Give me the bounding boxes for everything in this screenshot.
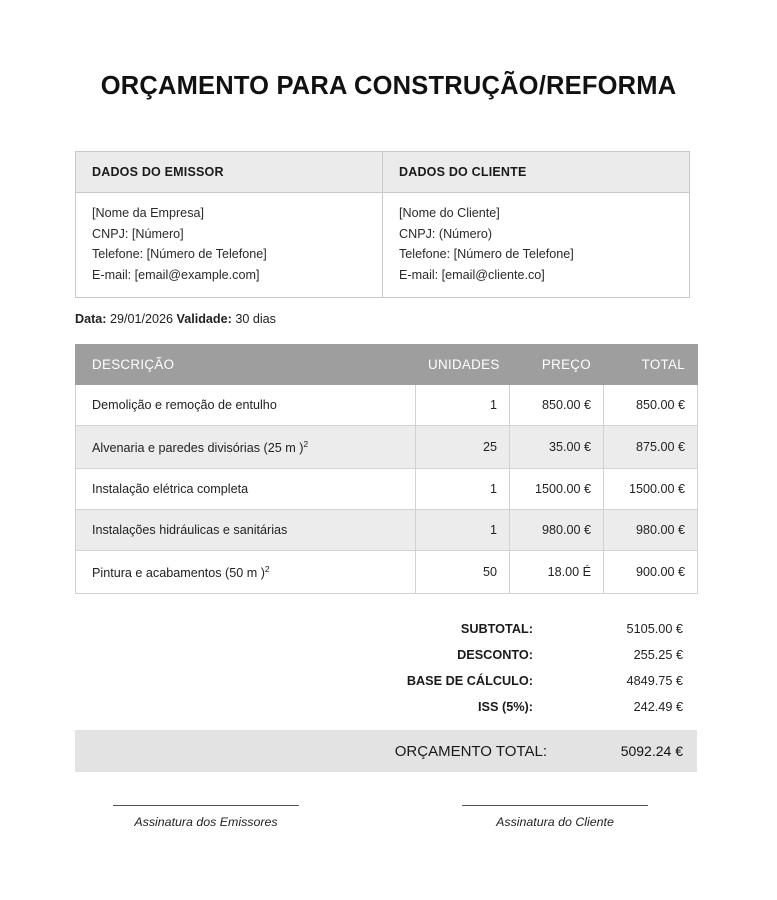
client-cnpj: CNPJ: (Número)	[399, 226, 493, 241]
validity-value: 30 dias	[235, 312, 276, 326]
issuer-details	[76, 193, 383, 298]
issuer-email: E-mail: [email@example.com]	[92, 267, 260, 282]
client-email: E-mail: [email@cliente.co]	[399, 267, 545, 282]
discount-label: DESCONTO:	[457, 648, 533, 663]
column-header-total: TOTAL	[604, 345, 698, 385]
item-total: 980.00 €	[604, 510, 698, 551]
subtotal-label: SUBTOTAL:	[460, 622, 533, 637]
date-value: 29/01/2026	[110, 312, 174, 326]
item-price: 35.00 €	[510, 426, 604, 469]
column-header-price: PREÇO	[510, 345, 604, 385]
signature-client	[430, 805, 680, 829]
date-validity-line	[75, 312, 702, 326]
signature-line	[462, 805, 648, 806]
issuer-cnpj: CNPJ: [Número]	[92, 226, 184, 241]
table-row	[76, 510, 698, 551]
item-description: Demolição e remoção de entulho	[76, 385, 416, 426]
signature-issuer-caption: Assinatura dos Emissores	[134, 815, 278, 829]
item-price: 1500.00 €	[510, 469, 604, 510]
item-description-exponent: 2	[303, 439, 309, 449]
validity-label: Validade:	[176, 312, 232, 326]
issuer-name: [Nome da Empresa]	[92, 206, 204, 220]
discount-value: 255.25 €	[633, 648, 683, 663]
items-table	[75, 344, 698, 594]
client-details	[383, 193, 690, 298]
item-total: 850.00 €	[604, 385, 698, 426]
totals-row-subtotal	[75, 616, 697, 642]
item-description-text: Pintura e acabamentos (50 m )	[92, 566, 265, 581]
page-title: ORÇAMENTO PARA CONSTRUÇÃO/REFORMA	[100, 72, 677, 100]
table-row	[76, 469, 698, 510]
table-row	[76, 385, 698, 426]
signature-line	[113, 805, 299, 806]
item-units: 1	[416, 510, 510, 551]
table-row	[76, 551, 698, 594]
signature-client-caption: Assinatura do Cliente	[496, 815, 614, 829]
totals-table	[75, 616, 697, 720]
item-total: 875.00 €	[604, 426, 698, 469]
item-price: 850.00 €	[510, 385, 604, 426]
signature-issuer	[81, 805, 331, 829]
grand-total-bar	[75, 730, 697, 772]
issuer-phone: Telefone: [Número de Telefone]	[92, 247, 267, 261]
item-description-text: Alvenaria e paredes divisórias (25 m )	[92, 441, 304, 456]
item-total: 900.00 €	[604, 551, 698, 594]
date-label: Data:	[75, 312, 107, 326]
item-description: Instalação elétrica completa	[76, 469, 416, 510]
table-row	[76, 426, 698, 469]
item-price: 18.00 É	[510, 551, 604, 594]
totals-row-base	[75, 668, 697, 694]
grand-total-value: 5092.24 €	[620, 743, 683, 760]
parties-table	[75, 151, 690, 298]
item-total: 1500.00 €	[604, 469, 698, 510]
iss-value: 242.49 €	[633, 700, 683, 715]
item-units: 50	[416, 551, 510, 594]
items-header-row	[76, 345, 698, 385]
item-units: 25	[416, 426, 510, 469]
column-header-description: DESCRIÇÃO	[76, 345, 416, 385]
item-description: Instalações hidráulicas e sanitárias	[76, 510, 416, 551]
totals-row-iss	[75, 694, 697, 720]
parties-body-row	[76, 193, 690, 298]
item-units: 1	[416, 469, 510, 510]
parties-header-row	[76, 152, 690, 193]
subtotal-value: 5105.00 €	[626, 622, 683, 637]
client-name: [Nome do Cliente]	[399, 206, 500, 220]
item-price: 980.00 €	[510, 510, 604, 551]
item-description	[76, 426, 416, 469]
item-units: 1	[416, 385, 510, 426]
base-value: 4849.75 €	[626, 674, 683, 689]
column-header-units: UNIDADES	[416, 345, 510, 385]
client-header: DADOS DO CLIENTE	[383, 152, 690, 193]
grand-total-label: ORÇAMENTO TOTAL:	[394, 742, 547, 760]
client-phone: Telefone: [Número de Telefone]	[399, 247, 574, 261]
issuer-header: DADOS DO EMISSOR	[76, 152, 383, 193]
totals-row-discount	[75, 642, 697, 668]
signatures-section	[75, 805, 702, 829]
base-label: BASE DE CÁLCULO:	[406, 674, 533, 689]
item-description-exponent: 2	[264, 564, 270, 575]
iss-label: ISS (5%):	[478, 700, 533, 715]
item-description	[76, 551, 416, 594]
